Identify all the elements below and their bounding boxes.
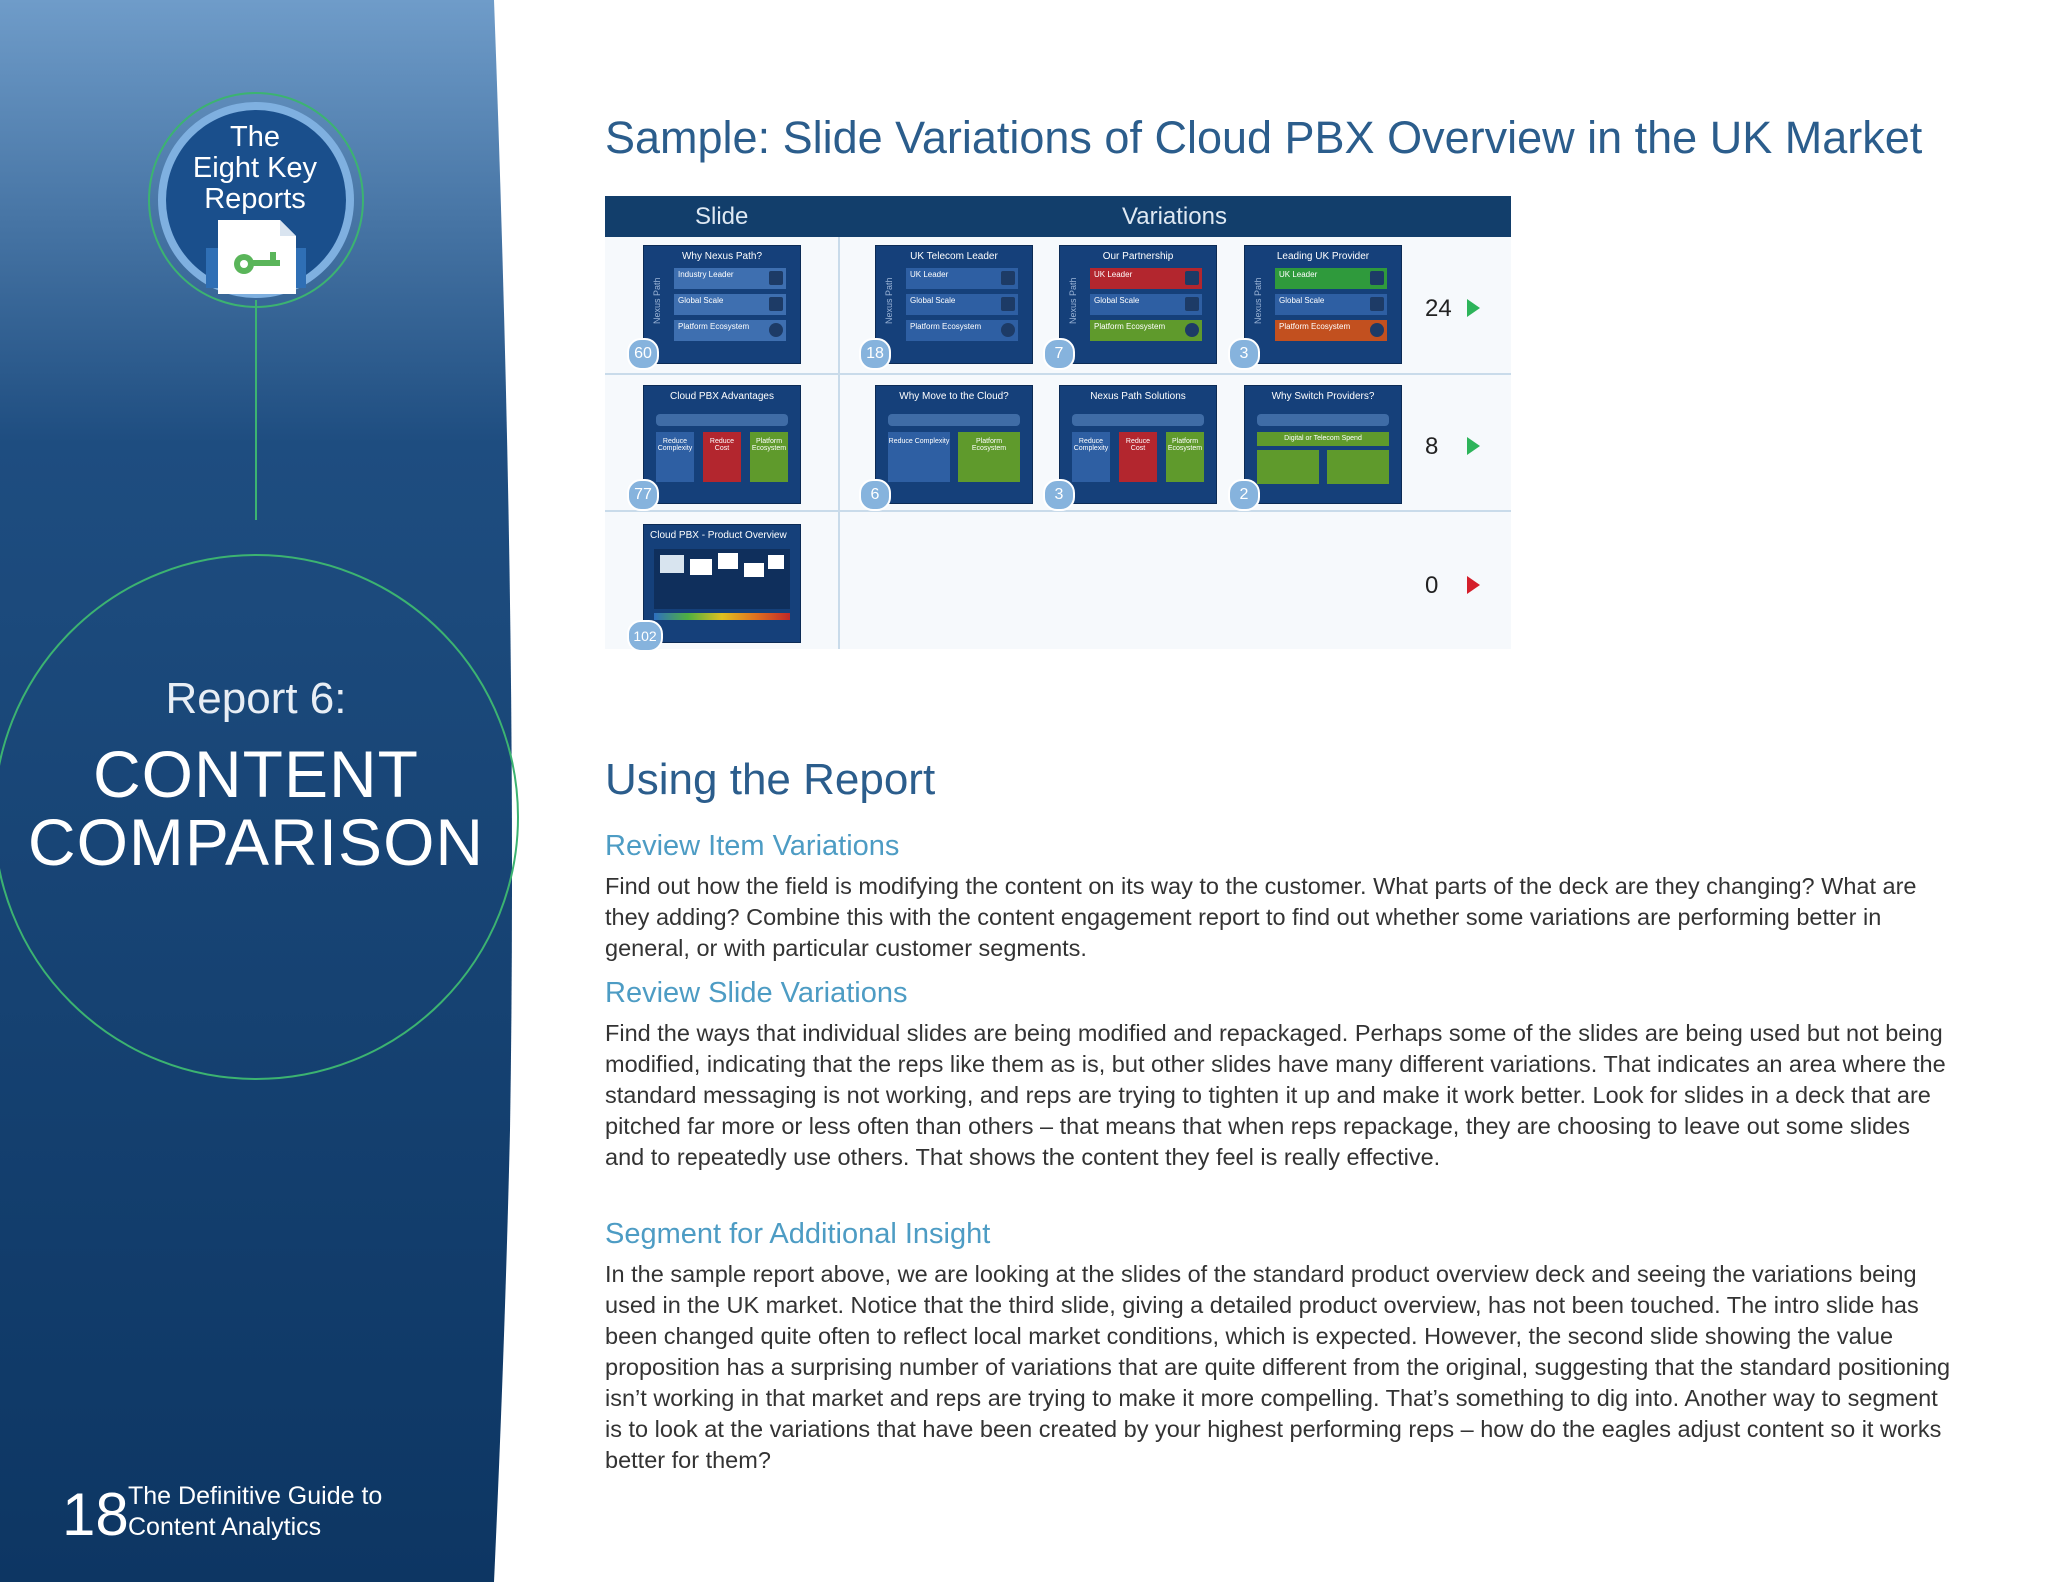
slide-side-label: Nexus Path [1068,277,1078,324]
variation-thumbnail[interactable] [1244,245,1402,364]
usage-count-badge: 3 [1043,479,1075,511]
slide-title: Cloud PBX - Product Overview [650,530,787,541]
slide-thumbnail[interactable] [643,385,801,504]
usage-count-badge: 2 [1228,479,1260,511]
column-label: Platform Ecosystem [971,438,1007,452]
usage-count-badge: 3 [1228,338,1260,370]
report-title-line: COMPARISON [27,805,485,879]
usage-count-badge: 6 [859,479,891,511]
report-title [0,737,512,879]
footer-line: The Definitive Guide to [128,1482,383,1510]
column-label: Reduce Cost [1125,438,1151,452]
variation-count: 8 [1425,433,1439,460]
slide-column [1166,432,1204,482]
trend-up-icon [1467,437,1480,455]
variation-thumbnail[interactable] [1059,245,1217,364]
slide-column [656,432,694,482]
variation-count: 0 [1425,572,1439,599]
slide-side-label: Nexus Path [884,277,894,324]
bar-label: UK Leader [1279,270,1318,279]
column-label: Reduce Cost [709,438,735,452]
badge-icon [1001,271,1015,285]
slide-banner [888,414,1020,426]
slide-bar [906,268,1018,289]
report-title-line: CONTENT [93,737,419,811]
slide-bar [674,294,786,315]
report-number: Report 6: [165,674,347,723]
ecosystem-icon [1001,323,1015,337]
variation-thumbnail[interactable] [1059,385,1217,504]
subsection-title: Review Item Variations [605,830,900,862]
product-screenshot [690,559,712,575]
section-title: Using the Report [605,755,936,804]
slide-column [1257,450,1319,484]
slide-title: Nexus Path Solutions [1090,391,1186,402]
bar-label: Industry Leader [678,270,734,279]
ecosystem-icon [1370,323,1384,337]
variation-thumbnail[interactable] [875,245,1033,364]
slide-column-header: Slide [695,203,749,230]
footer-title [128,1481,382,1543]
people-icon [1185,297,1199,311]
page-title: Sample: Slide Variations of Cloud PBX Overview in the UK Market [605,112,1923,163]
bar-label: Global Scale [1094,296,1140,305]
slide-title: Cloud PBX Advantages [670,391,774,402]
product-screenshot [768,555,784,569]
bar-label: UK Leader [1094,270,1133,279]
variations-column-header: Variations [1122,203,1227,230]
slide-column [958,432,1020,482]
slide-column [888,432,950,482]
badge-line: Reports [204,183,306,215]
column-label: Reduce Complexity [657,438,693,452]
slide-column [1119,432,1157,482]
variation-count: 24 [1425,295,1452,322]
bar-label: Platform Ecosystem [1094,322,1166,331]
slide-bar [1090,268,1202,289]
bar-label: Platform Ecosystem [1279,322,1351,331]
footer-line: Content Analytics [128,1513,322,1541]
page-number: 18 [62,1481,129,1548]
slide-title: Our Partnership [1102,251,1174,262]
feature-strip [654,613,790,620]
row-divider [605,373,1511,375]
slide-thumbnail[interactable] [643,245,801,364]
subsection-body: Find out how the field is modifying the content on its way to the customer. What parts of the deck are they changing? What are they adding? Combine this with the content engagement report to find out whether some variations are performing better in general, or with particular customer segments. [605,873,1917,961]
variation-thumbnail[interactable] [875,385,1033,504]
bar-label: UK Leader [910,270,949,279]
badge-icon [1185,271,1199,285]
badge-line: Eight Key [192,152,318,184]
slide-column [1327,450,1389,484]
column-label: Platform Ecosystem [751,438,787,452]
slide-bar [674,320,786,341]
subsection-body: In the sample report above, we are looking at the slides of the standard product overview deck and seeing the variations being used in the UK market. Notice that the third slide, giving a detailed product overview, has not been touched. The intro slide has been changed quite often to reflect local market conditions, which is expected. However, the second slide showing the value proposition has a surprising number of variations that are quite different from the original, suggesting that the standard positioning isn’t working in that market and reps are trying to make it more compelling. That’s something to dig into. Another way to segment is to look at the variations that have been created by your highest performing reps – how do the eagles adjust content so it works better for them? [605,1261,1951,1473]
badge-icon [769,271,783,285]
eight-key-reports-badge [150,122,360,215]
slide-bar [1275,268,1387,289]
badge-line: The [230,121,280,153]
document-key-icon [196,208,316,300]
slide-bar [1090,320,1202,341]
slide-column [1072,432,1110,482]
column-label: Digital or Telecom Spend [1284,435,1362,442]
slide-banner [1072,414,1204,426]
bar-label: Global Scale [910,296,956,305]
variations-table-header [605,196,1511,237]
column-label: Platform Ecosystem [1167,438,1203,452]
slide-side-label: Nexus Path [1253,277,1263,324]
slide-column [750,432,788,482]
slide-column [703,432,741,482]
slide-title: Leading UK Provider [1276,251,1370,262]
people-icon [769,297,783,311]
column-label: Reduce Complexity [888,438,950,445]
slide-column [1257,432,1389,446]
bar-label: Platform Ecosystem [910,322,982,331]
slide-banner [1257,414,1389,426]
bar-label: Global Scale [1279,296,1325,305]
slide-bar [906,320,1018,341]
slide-bar [674,268,786,289]
subsection-title: Review Slide Variations [605,977,908,1009]
usage-count-badge: 18 [859,338,891,370]
subsection-body: Find the ways that individual slides are being modified and repackaged. Perhaps some of the slides are being used but not being modified, indicating that the reps like them as is, but other slides have many different variations. That indicates an area where the standard messaging is not working, and reps are trying to tighten it up and make it work better. Look for slides in a deck that are pitched far more or less often than others – that means that when reps repackage, they are choosing to leave out some slides and to repeatedly use others. That shows the content they feel is really effective. [605,1020,1946,1170]
trend-up-icon [1467,299,1480,317]
slide-bar [1275,320,1387,341]
bar-label: Platform Ecosystem [678,322,750,331]
product-screenshot [660,555,684,573]
column-divider [838,237,840,649]
slide-side-label: Nexus Path [652,277,662,324]
badge-icon [1370,271,1384,285]
usage-count-badge: 60 [627,338,659,370]
slide-bar [1090,294,1202,315]
usage-count-badge: 7 [1043,338,1075,370]
slide-title: Why Nexus Path? [681,251,763,262]
usage-count-badge: 77 [627,479,659,511]
subsection-title: Segment for Additional Insight [605,1218,991,1250]
product-screenshot [718,553,738,569]
slide-title: Why Move to the Cloud? [899,391,1009,402]
slide-thumbnail[interactable] [643,524,801,643]
usage-count-badge: 102 [627,620,663,652]
ecosystem-icon [769,323,783,337]
variations-table [605,237,1511,649]
slide-banner [656,414,788,426]
people-icon [1370,297,1384,311]
ecosystem-icon [1185,323,1199,337]
slide-bar [1275,294,1387,315]
people-icon [1001,297,1015,311]
trend-down-icon [1467,576,1480,594]
slide-bar [906,294,1018,315]
variation-thumbnail[interactable] [1244,385,1402,504]
column-label: Reduce Complexity [1073,438,1109,452]
bar-label: Global Scale [678,296,724,305]
slide-title: UK Telecom Leader [910,251,998,262]
slide-title: Why Switch Providers? [1271,391,1375,402]
product-screenshot [744,563,764,577]
